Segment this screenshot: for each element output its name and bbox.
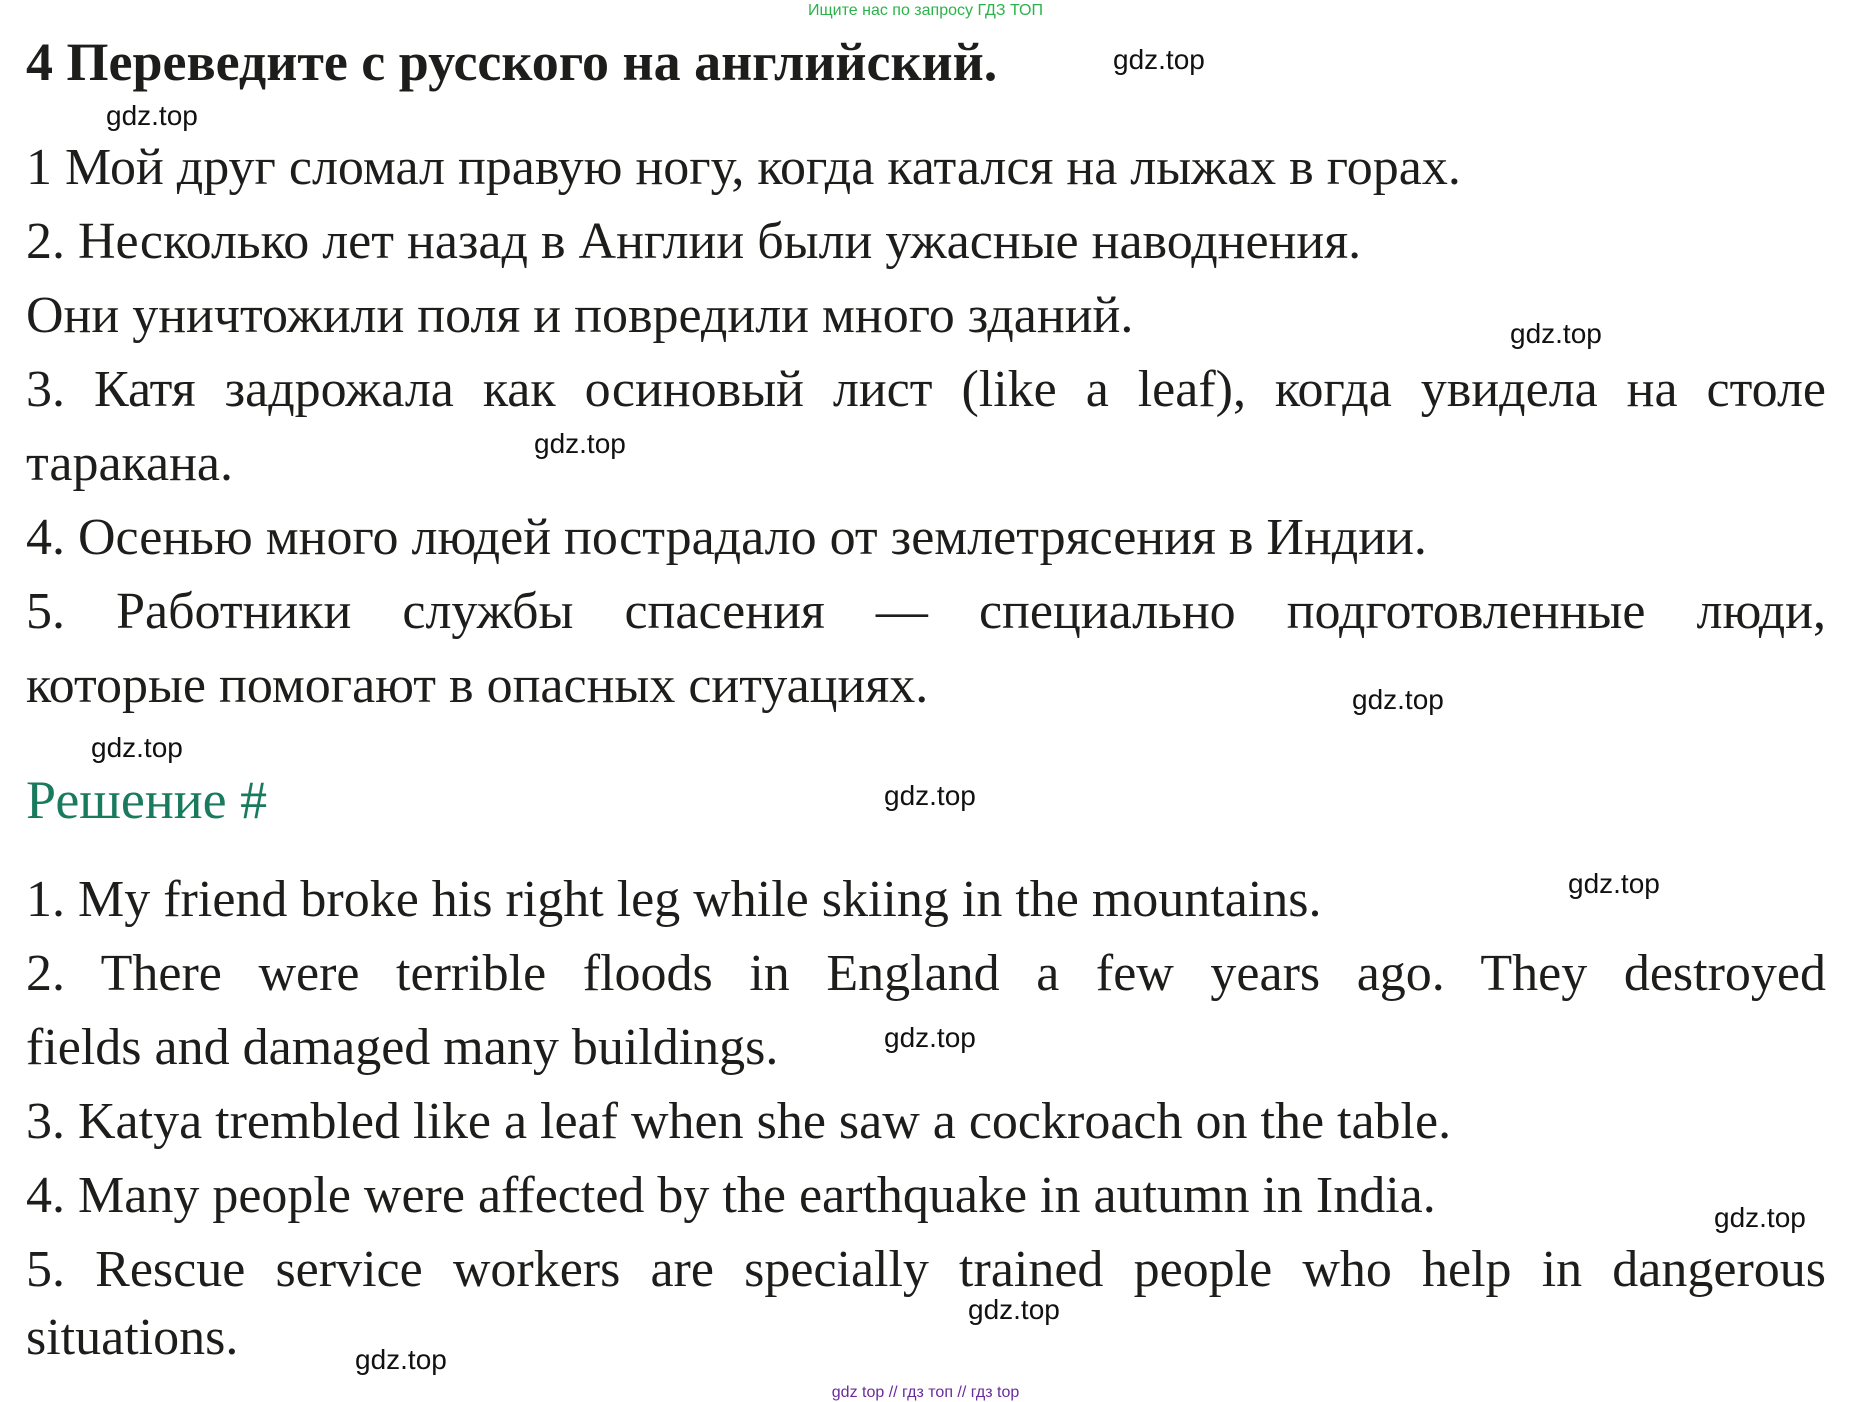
solution-line-5: 4. Many people were affected by the earthquake in autumn in India. (26, 1167, 1436, 1224)
solution-line-2: 2. There were terrible floods in England a few years ago. They destroyed (26, 945, 1826, 1002)
solution-title: Решение # (26, 770, 268, 830)
watermark: gdz.top (968, 1294, 1060, 1325)
footer: gdz top // гдз топ // гдз top (831, 1384, 1020, 1401)
task-line-4: 3. Катя задрожала как осиновый лист (like a leaf), когда увидела на столе (26, 361, 1826, 418)
watermark: gdz.top (1568, 868, 1660, 899)
task-heading: 4 Переведите с русского на английский. (26, 32, 998, 92)
task-line-2: 2. Несколько лет назад в Англии были ужасные наводнения. (26, 213, 1362, 270)
watermark: gdz.top (1510, 318, 1602, 349)
task-line-6: 4. Осенью много людей пострадало от землетрясения в Индии. (26, 509, 1427, 566)
watermark: gdz.top (106, 100, 198, 131)
watermark: gdz.top (355, 1344, 447, 1375)
watermark: gdz.top (884, 780, 976, 811)
watermark: gdz.top (1714, 1202, 1806, 1233)
task-line-7: 5. Работники службы спасения — специально подготовленные люди, (26, 583, 1826, 640)
top-banner: Ищите нас по запросу ГДЗ ТОП (808, 2, 1043, 19)
watermark: gdz.top (1113, 44, 1205, 75)
task-line-8: которые помогают в опасных ситуациях. (26, 657, 929, 714)
solution-line-4: 3. Katya trembled like a leaf when she saw a cockroach on the table. (26, 1093, 1452, 1150)
solution-line-3: fields and damaged many buildings. (26, 1019, 779, 1076)
solution-line-1: 1. My friend broke his right leg while skiing in the mountains. (26, 871, 1322, 928)
solution-line-6: 5. Rescue service workers are specially trained people who help in dangerous (26, 1241, 1826, 1298)
task-line-1: 1 Мой друг сломал правую ногу, когда катался на лыжах в горах. (26, 139, 1461, 196)
task-line-3: Они уничтожили поля и повредили много зданий. (26, 287, 1134, 344)
watermark: gdz.top (1352, 684, 1444, 715)
solution-line-7: situations. (26, 1309, 239, 1366)
task-line-5: таракана. (26, 435, 233, 492)
watermark: gdz.top (91, 732, 183, 763)
watermark: gdz.top (884, 1022, 976, 1053)
watermark: gdz.top (534, 428, 626, 459)
